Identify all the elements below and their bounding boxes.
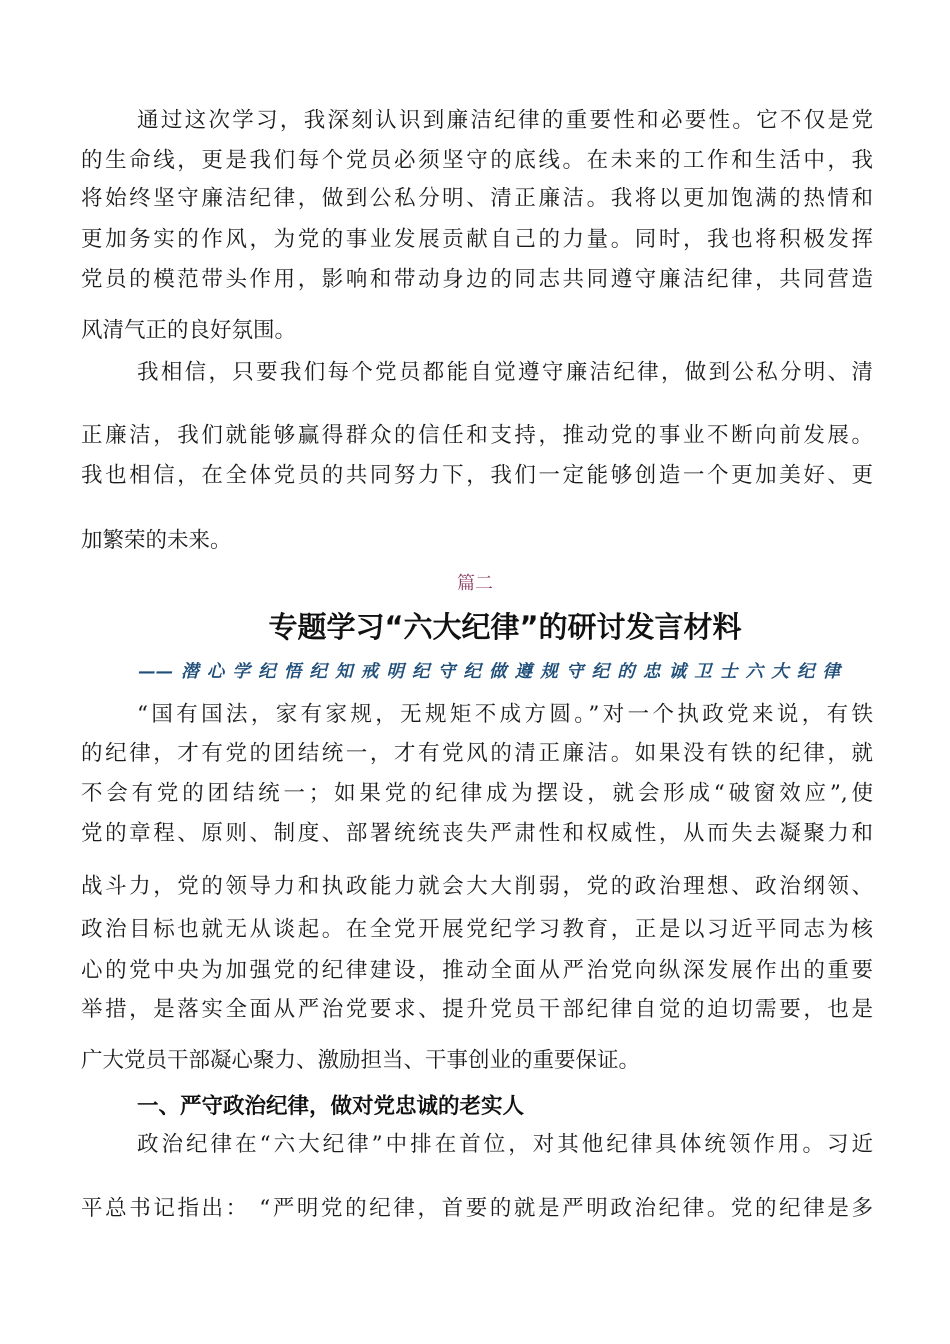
text-line: 党员的模范带头作用，影响和带动身边的同志共同遵守廉洁纪律，共同营造 [81, 267, 873, 292]
text-line: 心的党中央为加强党的纪律建设，推动全面从严治党向纵深发展作出的重要 [81, 958, 873, 983]
text-line: 不会有党的团结统一；如果党的纪律成为摆设，就会形成“破窗效应”,使 [81, 781, 873, 806]
text-line: 的纪律，才有党的团结统一，才有党风的清正廉洁。如果没有铁的纪律，就 [81, 741, 873, 766]
text-line: 风清气正的良好氛围。 [81, 318, 297, 343]
document-title: 专题学习“六大纪律”的研讨发言材料 [268, 610, 742, 644]
text-line: 更加务实的作风，为党的事业发展贡献自己的力量。同时，我也将积极发挥 [81, 227, 873, 252]
text-line: 正廉洁，我们就能够赢得群众的信任和支持，推动党的事业不断向前发展。 [81, 423, 873, 448]
text-line: 平总书记指出： “严明党的纪律，首要的就是严明政治纪律。党的纪律是多 [81, 1196, 873, 1221]
document-subtitle: ——潜心学纪悟纪知戒明纪守纪做遵规守纪的忠诚卫士六大纪律 [138, 662, 840, 682]
text-line: 加繁荣的未来。 [81, 528, 232, 553]
text-line: 举措，是落实全面从严治党要求、提升党员干部纪律自觉的迫切需要，也是 [81, 997, 873, 1022]
text-line: 党的章程、原则、制度、部署统统丧失严肃性和权威性，从而失去凝聚力和 [81, 821, 873, 846]
text-line: 政治纪律在“六大纪律”中排在首位，对其他纪律具体统领作用。习近 [137, 1132, 873, 1157]
text-line: 政治目标也就无从谈起。在全党开展党纪学习教育，正是以习近平同志为核 [81, 917, 873, 942]
text-line: 我也相信，在全体党员的共同努力下，我们一定能够创造一个更加美好、更 [81, 463, 873, 488]
text-line: 广大党员干部凝心聚力、激励担当、干事创业的重要保证。 [81, 1048, 641, 1073]
text-line: “国有国法，家有家规，无规矩不成方圆。”对一个执政党来说，有铁 [137, 702, 873, 727]
text-line: 我相信，只要我们每个党员都能自觉遵守廉洁纪律，做到公私分明、清 [137, 360, 873, 385]
text-line: 的生命线，更是我们每个党员必须坚守的底线。在未来的工作和生活中，我 [81, 148, 873, 173]
section-label: 篇二 [457, 573, 493, 594]
text-line: 通过这次学习，我深刻认识到廉洁纪律的重要性和必要性。它不仅是党 [137, 108, 873, 133]
text-line: 将始终坚守廉洁纪律，做到公私分明、清正廉洁。我将以更加饱满的热情和 [81, 186, 873, 211]
text-line: 战斗力，党的领导力和执政能力就会大大削弱，党的政治理想、政治纲领、 [81, 874, 873, 899]
section-heading: 一、严守政治纪律，做对党忠诚的老实人 [137, 1094, 525, 1119]
